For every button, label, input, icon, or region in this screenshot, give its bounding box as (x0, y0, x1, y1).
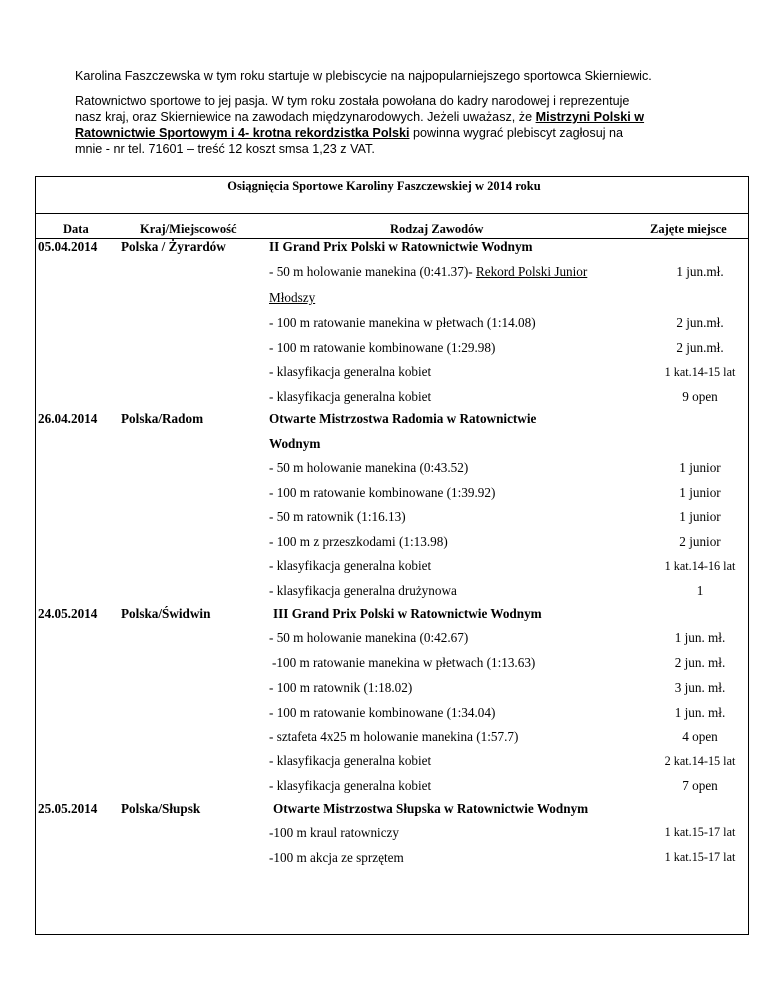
intro-line: nasz kraj, oraz Skierniewice na zawodach międzynarodowych. Jeżeli uważasz, że (75, 110, 536, 124)
event-location: Polska/Świdwin (121, 606, 211, 621)
intro-paragraph-1: Karolina Faszczewska w tym roku startuje w plebiscycie na najpopularniejszego sportowca Skierniewic. (75, 69, 652, 83)
event-name: III Grand Prix Polski w Ratownictwie Wodnym (273, 606, 542, 621)
result-rank: 7 open (682, 778, 718, 793)
result-rank: 1 jun.mł. (676, 264, 724, 279)
result-desc: - klasyfikacja generalna kobiet (269, 558, 432, 573)
result-desc: - sztafeta 4x25 m holowanie manekina (1:57.7) (269, 729, 519, 744)
intro-line: powinna wygrać plebiscyt zagłosuj na (409, 126, 624, 140)
result-desc: -100 m kraul ratowniczy (269, 825, 400, 840)
result-desc: - klasyfikacja generalna kobiet (269, 753, 432, 768)
header-type: Rodzaj Zawodów (390, 222, 484, 236)
intro-line: mnie - nr tel. 71601 – treść 12 koszt smsa 1,23 z VAT. (75, 142, 375, 156)
intro-highlight: Ratownictwie Sportowym i 4- krotna rekordzistka Polski (75, 126, 410, 140)
result-rank: 2 junior (679, 534, 721, 549)
event-date: 25.05.2014 (38, 801, 98, 816)
table-divider (35, 213, 749, 214)
result-rank: 2 jun.mł. (676, 340, 724, 355)
result-rank: 1 kat.14-16 lat (664, 559, 736, 573)
result-desc: - 100 m z przeszkodami (1:13.98) (269, 534, 448, 549)
result-desc: - klasyfikacja generalna kobiet (269, 364, 432, 379)
result-rank: 2 jun. mł. (674, 655, 726, 670)
result-desc: - 100 m ratownik (1:18.02) (269, 680, 413, 695)
result-desc: - klasyfikacja generalna kobiet (269, 778, 432, 793)
result-desc: - klasyfikacja generalna kobiet (269, 389, 432, 404)
result-rank: 1 kat.15-17 lat (664, 825, 736, 839)
result-desc: - 100 m ratowanie kombinowane (1:34.04) (269, 705, 496, 720)
event-date: 26.04.2014 (38, 411, 98, 426)
event-location: Polska / Żyrardów (121, 239, 226, 254)
achievements-table-frame (35, 176, 749, 935)
intro-highlight: Mistrzyni Polski w (535, 110, 645, 124)
event-name-cont: Wodnym (269, 436, 321, 451)
event-location: Polska/Słupsk (121, 801, 201, 816)
result-rank: 2 kat.14-15 lat (664, 754, 736, 768)
result-rank: 1 kat.14-15 lat (664, 365, 736, 379)
result-desc (269, 264, 587, 280)
event-location: Polska/Radom (121, 411, 204, 426)
event-name: Otwarte Mistrzostwa Radomia w Ratownictwie (269, 411, 537, 426)
result-desc: - 50 m holowanie manekina (0:42.67) (269, 630, 469, 645)
event-name: II Grand Prix Polski w Ratownictwie Wodnym (269, 239, 533, 254)
result-desc: - 50 m ratownik (1:16.13) (269, 509, 406, 524)
intro-line: Ratownictwo sportowe to jej pasja. W tym roku została powołana do kadry narodowej i reprezentuje (75, 94, 630, 108)
result-desc-text: - 50 m holowanie manekina (0:41.37)- (269, 264, 476, 279)
result-rank: 1 kat.15-17 lat (664, 850, 736, 864)
result-desc: - 50 m holowanie manekina (0:43.52) (269, 460, 469, 475)
header-rank: Zajęte miejsce (650, 222, 727, 236)
result-desc: -100 m ratowanie manekina w płetwach (1:13.63) (272, 655, 536, 670)
record-label-cont: Młodszy (269, 290, 316, 305)
result-rank: 1 jun. mł. (674, 705, 726, 720)
result-rank: 1 (696, 583, 704, 598)
intro-paragraph-2 (75, 93, 715, 157)
result-desc: - klasyfikacja generalna drużynowa (269, 583, 457, 598)
header-location: Kraj/Miejscowość (140, 222, 237, 236)
result-rank: 1 junior (679, 460, 721, 475)
result-desc: - 100 m ratowanie manekina w płetwach (1:14.08) (269, 315, 536, 330)
record-label: Rekord Polski Junior (475, 264, 588, 279)
result-desc: - 100 m ratowanie kombinowane (1:39.92) (269, 485, 496, 500)
result-rank: 1 junior (679, 485, 721, 500)
event-date: 24.05.2014 (38, 606, 98, 621)
result-rank: 3 jun. mł. (674, 680, 726, 695)
event-date: 05.04.2014 (38, 239, 98, 254)
result-rank: 4 open (682, 729, 718, 744)
header-date: Data (63, 222, 89, 236)
table-title: Osiągnięcia Sportowe Karoliny Faszczewskiej w 2014 roku (227, 179, 541, 193)
result-desc: - 100 m ratowanie kombinowane (1:29.98) (269, 340, 496, 355)
result-desc: -100 m akcja ze sprzętem (269, 850, 404, 865)
result-rank: 1 jun. mł. (674, 630, 726, 645)
result-rank: 2 jun.mł. (676, 315, 724, 330)
event-name: Otwarte Mistrzostwa Słupska w Ratownictwie Wodnym (273, 801, 589, 816)
result-rank: 9 open (682, 389, 718, 404)
result-rank: 1 junior (679, 509, 721, 524)
